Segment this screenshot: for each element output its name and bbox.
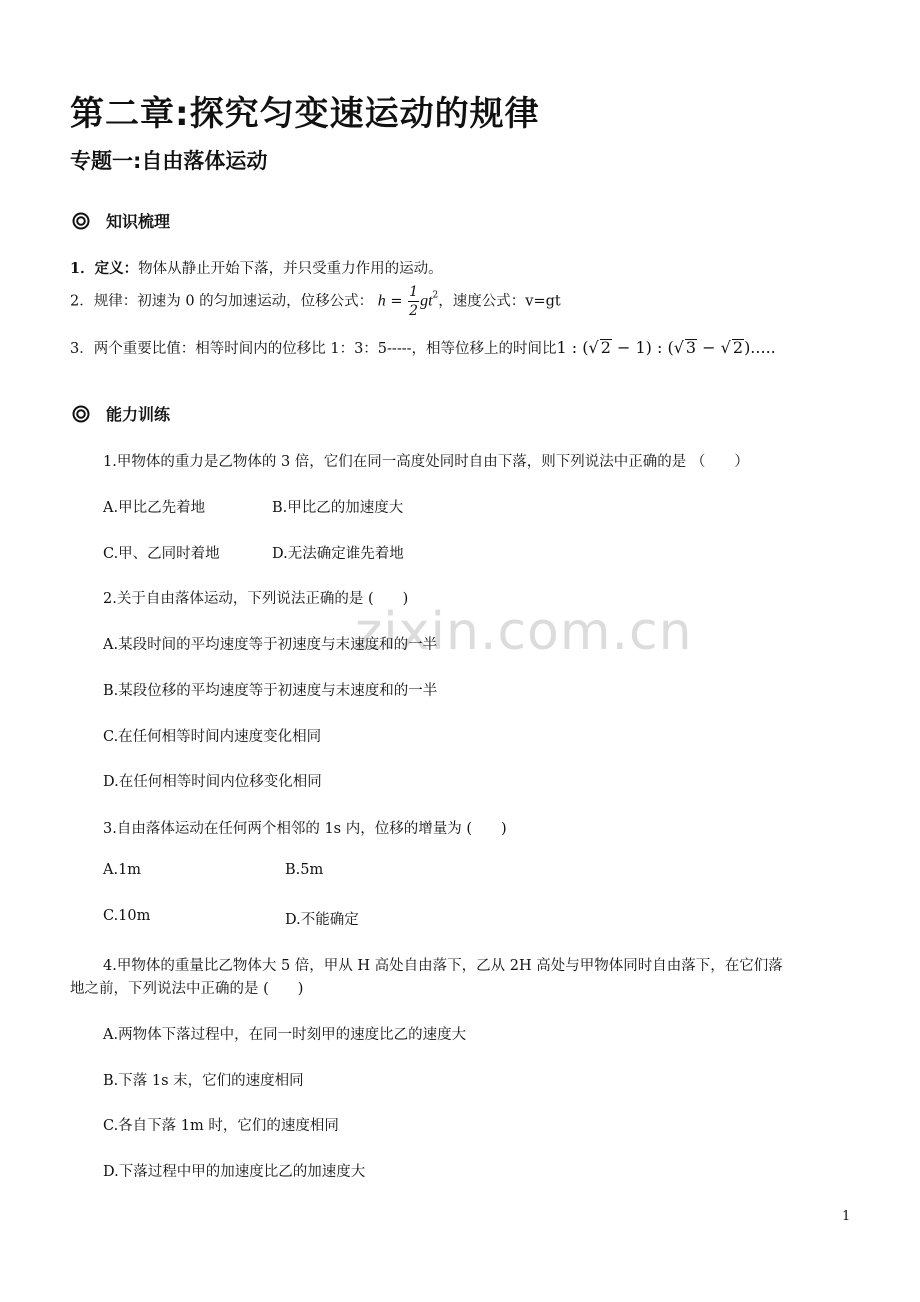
section-training-heading <box>72 402 170 425</box>
fraction-denominator: 2 <box>409 303 419 319</box>
question-1-option-b: B.甲比乙的加速度大 <box>272 500 404 516</box>
item-text-after: ，速度公式：v=gt <box>438 293 561 310</box>
formula-equals: = <box>390 293 403 310</box>
item-label: 定义： <box>94 260 139 277</box>
question-2-option-c: C.在任何相等时间内速度变化相同 <box>103 729 322 745</box>
sqrt-sign: √ <box>720 338 731 357</box>
question-2-option-b: B.某段位移的平均速度等于初速度与末速度和的一半 <box>103 683 438 699</box>
fraction-numerator: 1 <box>409 284 419 300</box>
ratio-b: − 1) : ( <box>611 338 674 357</box>
question-1-option-a: A.甲比乙先着地 <box>103 500 206 516</box>
item-text: 物体从静止开始下落，并只受重力作用的运动。 <box>138 261 443 277</box>
double-circle-icon <box>72 405 90 423</box>
question-3-stem: 3.自由落体运动在任何两个相邻的 1s 内，位移的增量为 ( ) <box>103 821 507 837</box>
double-circle-icon <box>72 212 90 230</box>
knowledge-item-3 <box>70 337 776 358</box>
question-4-option-d: D.下落过程中甲的加速度比乙的加速度大 <box>103 1164 366 1180</box>
question-2-option-d: D.在任何相等时间内位移变化相同 <box>103 774 322 790</box>
question-4-option-a: A.两物体下落过程中，在同一时刻甲的速度比乙的速度大 <box>103 1027 467 1043</box>
sqrt-sign: √ <box>588 338 599 357</box>
ratio-d: )..... <box>744 338 776 357</box>
ratio-c: − <box>697 338 721 357</box>
formula-exponent: 2 <box>432 290 439 301</box>
ratio-a: 1 : ( <box>556 338 589 357</box>
question-4-option-b: B.下落 1s 末，它们的速度相同 <box>103 1073 304 1089</box>
question-3-option-c: C.10m <box>103 908 151 924</box>
item-number: 1． <box>70 260 95 277</box>
question-1-option-c: C.甲、乙同时着地 <box>103 546 220 562</box>
knowledge-item-2 <box>70 283 561 320</box>
watermark: zixin.com.cn <box>355 602 693 662</box>
sqrt-radicand-2: 3 <box>685 338 697 357</box>
question-3-option-b: B.5m <box>285 862 324 878</box>
item-number: 2． <box>70 293 94 310</box>
question-1-option-d: D.无法确定谁先着地 <box>272 546 404 562</box>
item-text: 两个重要比值：相等时间内的位移比 1：3：5-----，相等位移上的时间比 <box>93 341 557 357</box>
formula-gt: gt <box>420 292 433 310</box>
question-3-option-a: A.1m <box>103 862 142 878</box>
sqrt-radicand-1: 2 <box>600 338 611 357</box>
formula-var-h: h <box>377 292 386 310</box>
question-1-stem: 1.甲物体的重力是乙物体的 3 倍，它们在同一高度处同时自由下落，则下列说法中正确的是 （ ） <box>103 454 749 470</box>
section-knowledge-heading <box>72 209 170 232</box>
item-text: 规律：初速为 0 的匀加速运动，位移公式： <box>93 293 374 310</box>
section-title: 知识梳理 <box>106 212 171 231</box>
page-number: 1 <box>842 1209 851 1224</box>
formula-fraction <box>408 283 419 320</box>
question-2-stem: 2.关于自由落体运动，下列说法正确的是 ( ) <box>103 591 409 607</box>
sqrt-sign: √ <box>673 338 684 357</box>
question-2-option-a: A.某段时间的平均速度等于初速度与末速度和的一半 <box>103 637 438 653</box>
item-number: 3． <box>70 341 94 357</box>
sqrt-radicand-3: 2 <box>732 338 744 357</box>
question-4-option-c: C.各自下落 1m 时，它们的速度相同 <box>103 1118 339 1134</box>
question-4-stem-line-1: 4.甲物体的重量比乙物体大 5 倍，甲从 H 高处自由落下，乙从 2H 高处与甲物体同时自由落下，在它们落 <box>103 958 783 974</box>
section-title: 能力训练 <box>106 405 171 424</box>
question-4-stem-line-2: 地之前，下列说法中正确的是 ( ) <box>70 981 304 997</box>
question-3-option-d: D.不能确定 <box>285 912 359 928</box>
knowledge-item-1 <box>70 257 443 278</box>
topic-title: 专题一:自由落体运动 <box>70 149 268 173</box>
chapter-title: 第二章:探究匀变速运动的规律 <box>70 94 540 134</box>
